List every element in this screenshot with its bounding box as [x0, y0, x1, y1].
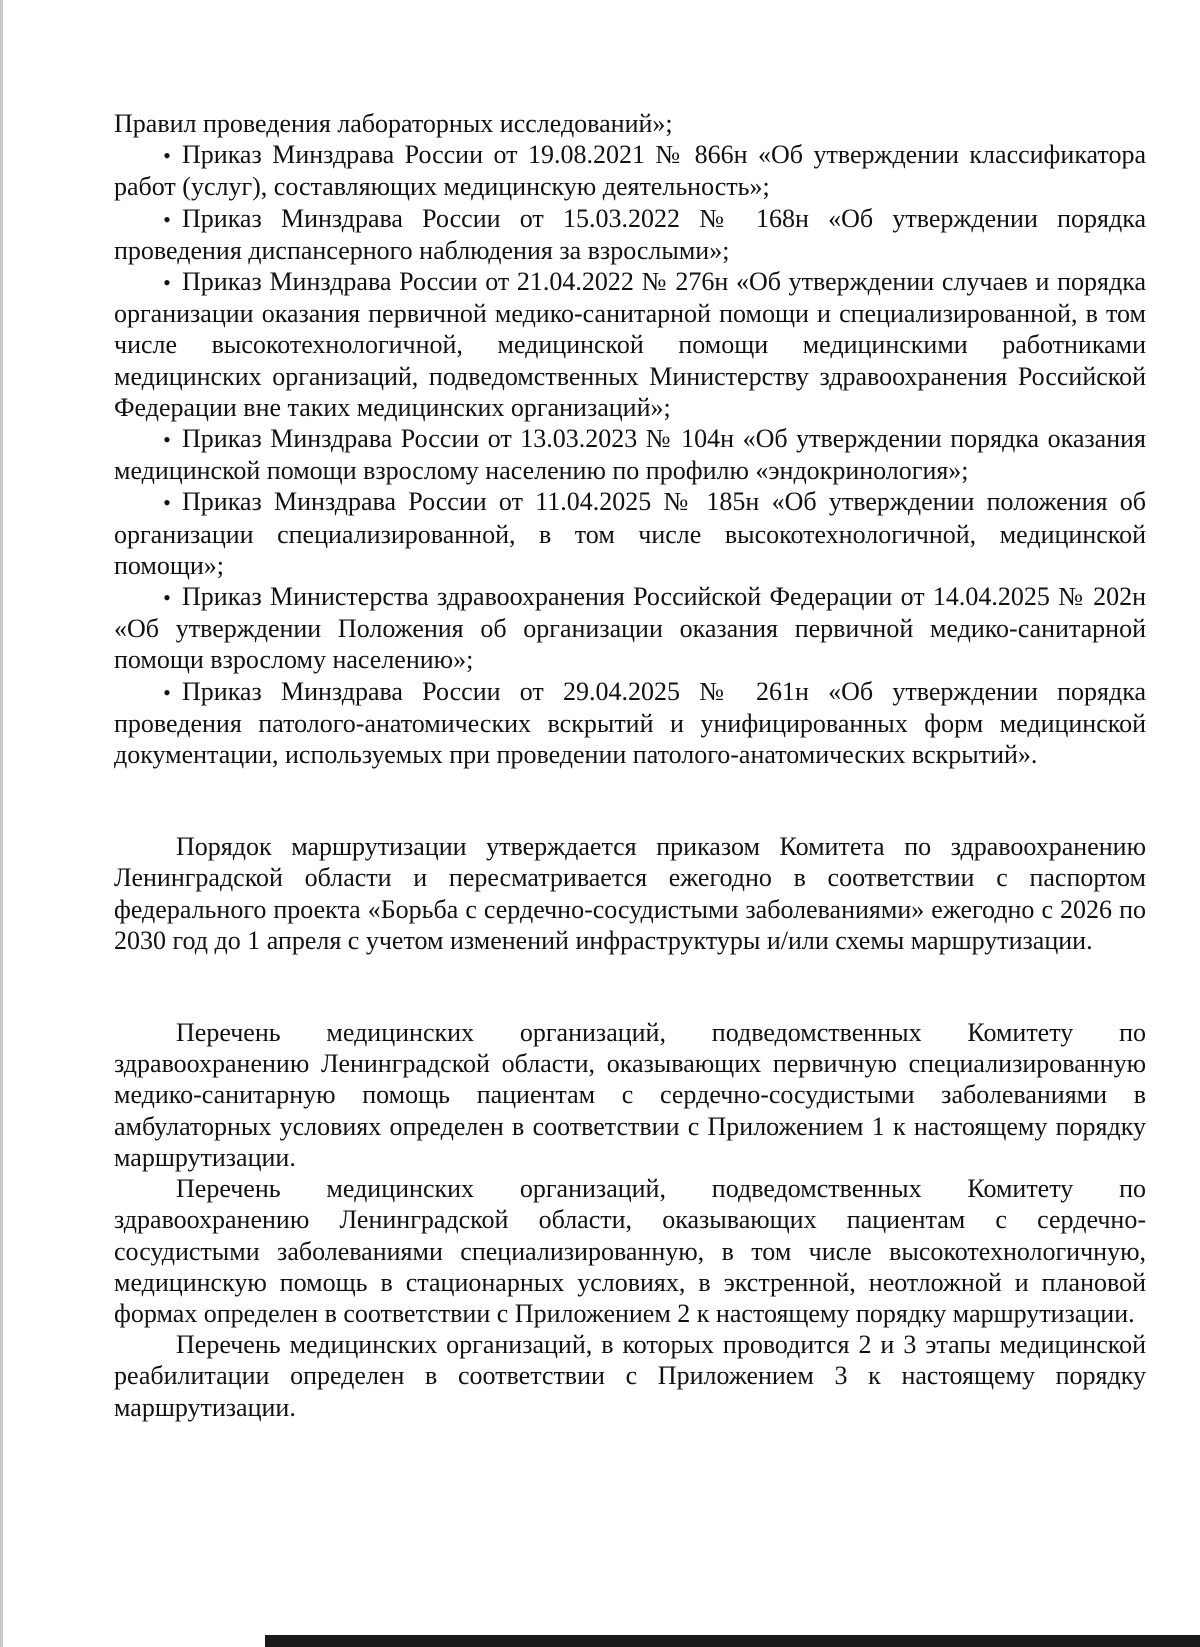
- scan-left-edge: [0, 0, 3, 1647]
- scan-bottom-edge: [265, 1635, 1200, 1647]
- bullet-item: [114, 139, 1146, 202]
- bullet-icon: [114, 423, 182, 455]
- routing-paragraph: Порядок маршрутизации утверждается приказом Комитета по здравоохранению Ленинградской области и пересматривается ежегодно в соответствии с паспортом федерального проекта «Борьба с сердечно-сосудистыми заболеваниями» ежегодно с 2026 по 2030 год до 1 апреля с учетом изменений инфраструктуры и/или схемы маршрутизации.: [114, 832, 1146, 955]
- bullet-text: Приказ Министерства здравоохранения Российской Федерации от 14.04.2025 № 202н «Об утверждении Положения об организации оказания первичной медико-санитарной помощи взрослому населению»;: [114, 582, 1146, 675]
- bullet-icon: [114, 581, 182, 613]
- bullet-icon: [114, 203, 182, 235]
- bullet-text: Приказ Минздрава России от 11.04.2025 № 185н «Об утверждении положения об организации специализированной, в том числе высокотехнологичной, медицинской помощи»;: [114, 487, 1146, 580]
- bullet-text: Приказ Минздрава России от 21.04.2022 № 276н «Об утверждении случаев и порядка организации оказания первичной медико-санитарной помощи и специализированной, в том числе высокотехнологичной, медицинской помощи медицинскими работниками медицинских организаций, подведомственных Министерству здравоохранения Российской Федерации вне таких медицинских организаций»;: [114, 267, 1146, 422]
- bullet-item: [114, 581, 1146, 676]
- bullet-text: Приказ Минздрава России от 13.03.2023 № 104н «Об утверждении порядка оказания медицинской помощи взрослому населению по профилю «эндокринология»;: [114, 424, 1146, 486]
- bullet-item: [114, 676, 1146, 771]
- bullet-icon: [114, 486, 182, 518]
- bullet-item: [114, 423, 1146, 486]
- bullet-icon: [114, 139, 182, 171]
- appendix-2-paragraph: Перечень медицинских организаций, подведомственных Комитету по здравоохранению Ленинградской области, оказывающих пациентам с сердечно-сосудистыми заболеваниями специализированную, в том числе высокотехнологичную, медицинскую помощь в стационарных условиях, в экстренной, неотложной и плановой формах определен в соответствии с Приложением 2 к настоящему порядку маршрутизации.: [114, 1174, 1146, 1328]
- bullet-item: [114, 486, 1146, 581]
- bullet-text: Приказ Минздрава России от 15.03.2022 № 168н «Об утверждении порядка проведения диспансерного наблюдения за взрослыми»;: [114, 203, 1146, 265]
- bullet-item: [114, 203, 1146, 266]
- spacer: [114, 770, 1146, 831]
- bullet-icon: [114, 266, 182, 298]
- document-body: [114, 108, 1146, 1423]
- bullet-item: [114, 266, 1146, 423]
- intro-line: Правил проведения лабораторных исследований»;: [114, 109, 673, 138]
- bullet-text: Приказ Минздрава России от 19.08.2021 № 866н «Об утверждении классификатора работ (услуг), составляющих медицинскую деятельность»;: [114, 140, 1146, 202]
- bullet-text: Приказ Минздрава России от 29.04.2025 № 261н «Об утверждении порядка проведения патолого-анатомических вскрытий и унифицированных форм медицинской документации, используемых при проведении патолого-анатомических вскрытий».: [114, 676, 1146, 770]
- appendix-3-paragraph: Перечень медицинских организаций, в которых проводится 2 и 3 этапы медицинской реабилитации определен в соответствии с Приложением 3 к настоящему порядку маршрутизации.: [114, 1330, 1146, 1422]
- appendix-1-paragraph: Перечень медицинских организаций, подведомственных Комитету по здравоохранению Ленинградской области, оказывающих первичную специализированную медико-санитарную помощь пациентам с сердечно-сосудистыми заболеваниями в амбулаторных условиях определен в соответствии с Приложением 1 к настоящему порядку маршрутизации.: [114, 1018, 1146, 1172]
- bullet-icon: [114, 676, 182, 708]
- spacer: [114, 956, 1146, 1017]
